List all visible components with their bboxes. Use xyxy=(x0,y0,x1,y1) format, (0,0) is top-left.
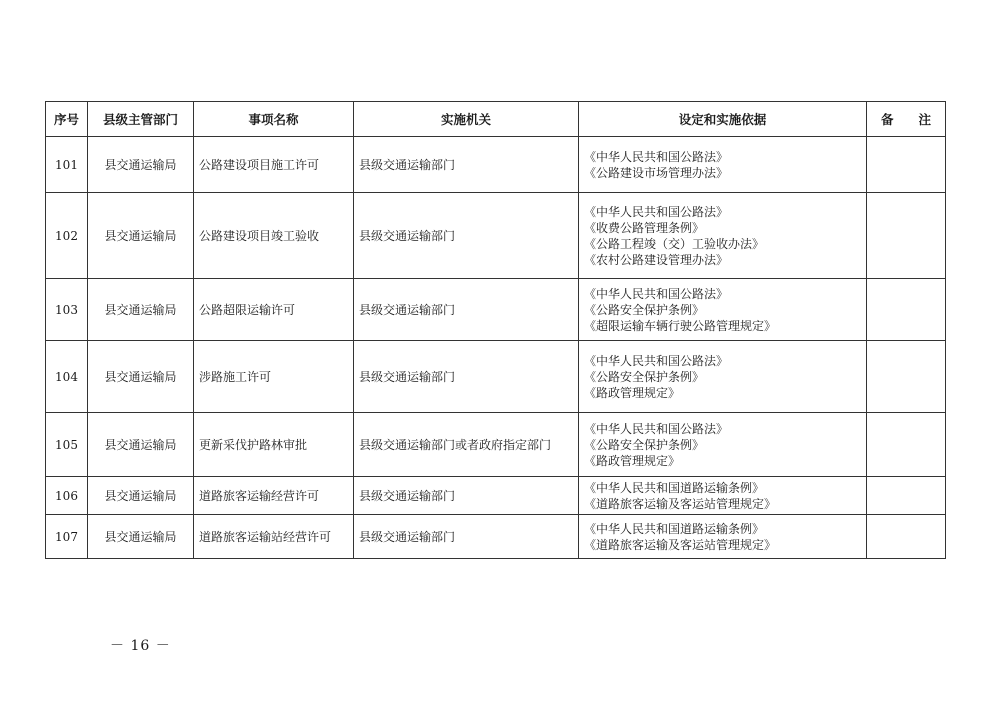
cell-remark xyxy=(867,413,946,477)
page-number: － 16 － xyxy=(110,638,171,654)
table-row xyxy=(46,341,946,413)
table-body xyxy=(46,137,946,559)
cell-basis xyxy=(579,137,867,193)
cell-item-name: 公路超限运输许可 xyxy=(194,279,354,341)
header-no: 序号 xyxy=(46,102,88,137)
basis-law-item: 《收费公路管理条例》 xyxy=(584,220,705,235)
table-row xyxy=(46,137,946,193)
table-row xyxy=(46,193,946,279)
cell-no: 103 xyxy=(46,279,88,341)
cell-item-name: 更新采伐护路林审批 xyxy=(194,413,354,477)
cell-remark xyxy=(867,137,946,193)
cell-no: 101 xyxy=(46,137,88,193)
cell-remark xyxy=(867,477,946,515)
cell-dept: 县交通运输局 xyxy=(88,341,194,413)
basis-law-item: 《公路安全保护条例》 xyxy=(584,437,705,452)
header-name: 事项名称 xyxy=(194,102,354,137)
basis-law-item: 《公路工程竣（交）工验收办法》 xyxy=(584,236,765,251)
basis-law-item: 《公路建设市场管理办法》 xyxy=(584,165,729,180)
cell-basis xyxy=(579,279,867,341)
cell-agency: 县级交通运输部门 xyxy=(354,341,579,413)
header-remark: 备 注 xyxy=(867,102,946,137)
cell-dept: 县交通运输局 xyxy=(88,137,194,193)
cell-agency: 县级交通运输部门 xyxy=(354,279,579,341)
cell-agency: 县级交通运输部门 xyxy=(354,193,579,279)
cell-remark xyxy=(867,515,946,559)
cell-no: 104 xyxy=(46,341,88,413)
cell-basis xyxy=(579,193,867,279)
cell-no: 105 xyxy=(46,413,88,477)
cell-item-name: 道路旅客运输站经营许可 xyxy=(194,515,354,559)
cell-basis xyxy=(579,477,867,515)
cell-dept: 县交通运输局 xyxy=(88,193,194,279)
cell-agency: 县级交通运输部门 xyxy=(354,477,579,515)
basis-law-item: 《中华人民共和国公路法》 xyxy=(584,353,729,368)
basis-law-item: 《路政管理规定》 xyxy=(584,453,681,468)
table-row xyxy=(46,477,946,515)
cell-item-name: 道路旅客运输经营许可 xyxy=(194,477,354,515)
cell-remark xyxy=(867,341,946,413)
table-row xyxy=(46,413,946,477)
basis-law-item: 《公路安全保护条例》 xyxy=(584,302,705,317)
header-agency: 实施机关 xyxy=(354,102,579,137)
cell-no: 106 xyxy=(46,477,88,515)
basis-law-item: 《中华人民共和国公路法》 xyxy=(584,149,729,164)
table-header-row xyxy=(46,102,946,137)
cell-dept: 县交通运输局 xyxy=(88,515,194,559)
basis-law-item: 《中华人民共和国公路法》 xyxy=(584,286,729,301)
cell-item-name: 涉路施工许可 xyxy=(194,341,354,413)
cell-remark xyxy=(867,279,946,341)
cell-dept: 县交通运输局 xyxy=(88,477,194,515)
basis-law-item: 《中华人民共和国道路运输条例》 xyxy=(584,480,765,495)
cell-no: 107 xyxy=(46,515,88,559)
basis-law-item: 《公路安全保护条例》 xyxy=(584,369,705,384)
cell-basis xyxy=(579,515,867,559)
cell-no: 102 xyxy=(46,193,88,279)
table-row xyxy=(46,515,946,559)
header-basis: 设定和实施依据 xyxy=(579,102,867,137)
cell-agency: 县级交通运输部门 xyxy=(354,137,579,193)
cell-basis xyxy=(579,413,867,477)
basis-law-item: 《农村公路建设管理办法》 xyxy=(584,252,729,267)
cell-agency: 县级交通运输部门 xyxy=(354,515,579,559)
basis-law-item: 《道路旅客运输及客运站管理规定》 xyxy=(584,496,777,511)
cell-dept: 县交通运输局 xyxy=(88,413,194,477)
cell-agency: 县级交通运输部门或者政府指定部门 xyxy=(354,413,579,477)
cell-item-name: 公路建设项目竣工验收 xyxy=(194,193,354,279)
table-row xyxy=(46,279,946,341)
header-dept: 县级主管部门 xyxy=(88,102,194,137)
basis-law-item: 《中华人民共和国公路法》 xyxy=(584,421,729,436)
cell-item-name: 公路建设项目施工许可 xyxy=(194,137,354,193)
basis-law-item: 《超限运输车辆行驶公路管理规定》 xyxy=(584,318,777,333)
cell-dept: 县交通运输局 xyxy=(88,279,194,341)
basis-law-item: 《道路旅客运输及客运站管理规定》 xyxy=(584,537,777,552)
cell-basis xyxy=(579,341,867,413)
cell-remark xyxy=(867,193,946,279)
basis-law-item: 《中华人民共和国道路运输条例》 xyxy=(584,521,765,536)
basis-law-item: 《中华人民共和国公路法》 xyxy=(584,204,729,219)
administrative-items-table xyxy=(45,101,946,559)
basis-law-item: 《路政管理规定》 xyxy=(584,385,681,400)
